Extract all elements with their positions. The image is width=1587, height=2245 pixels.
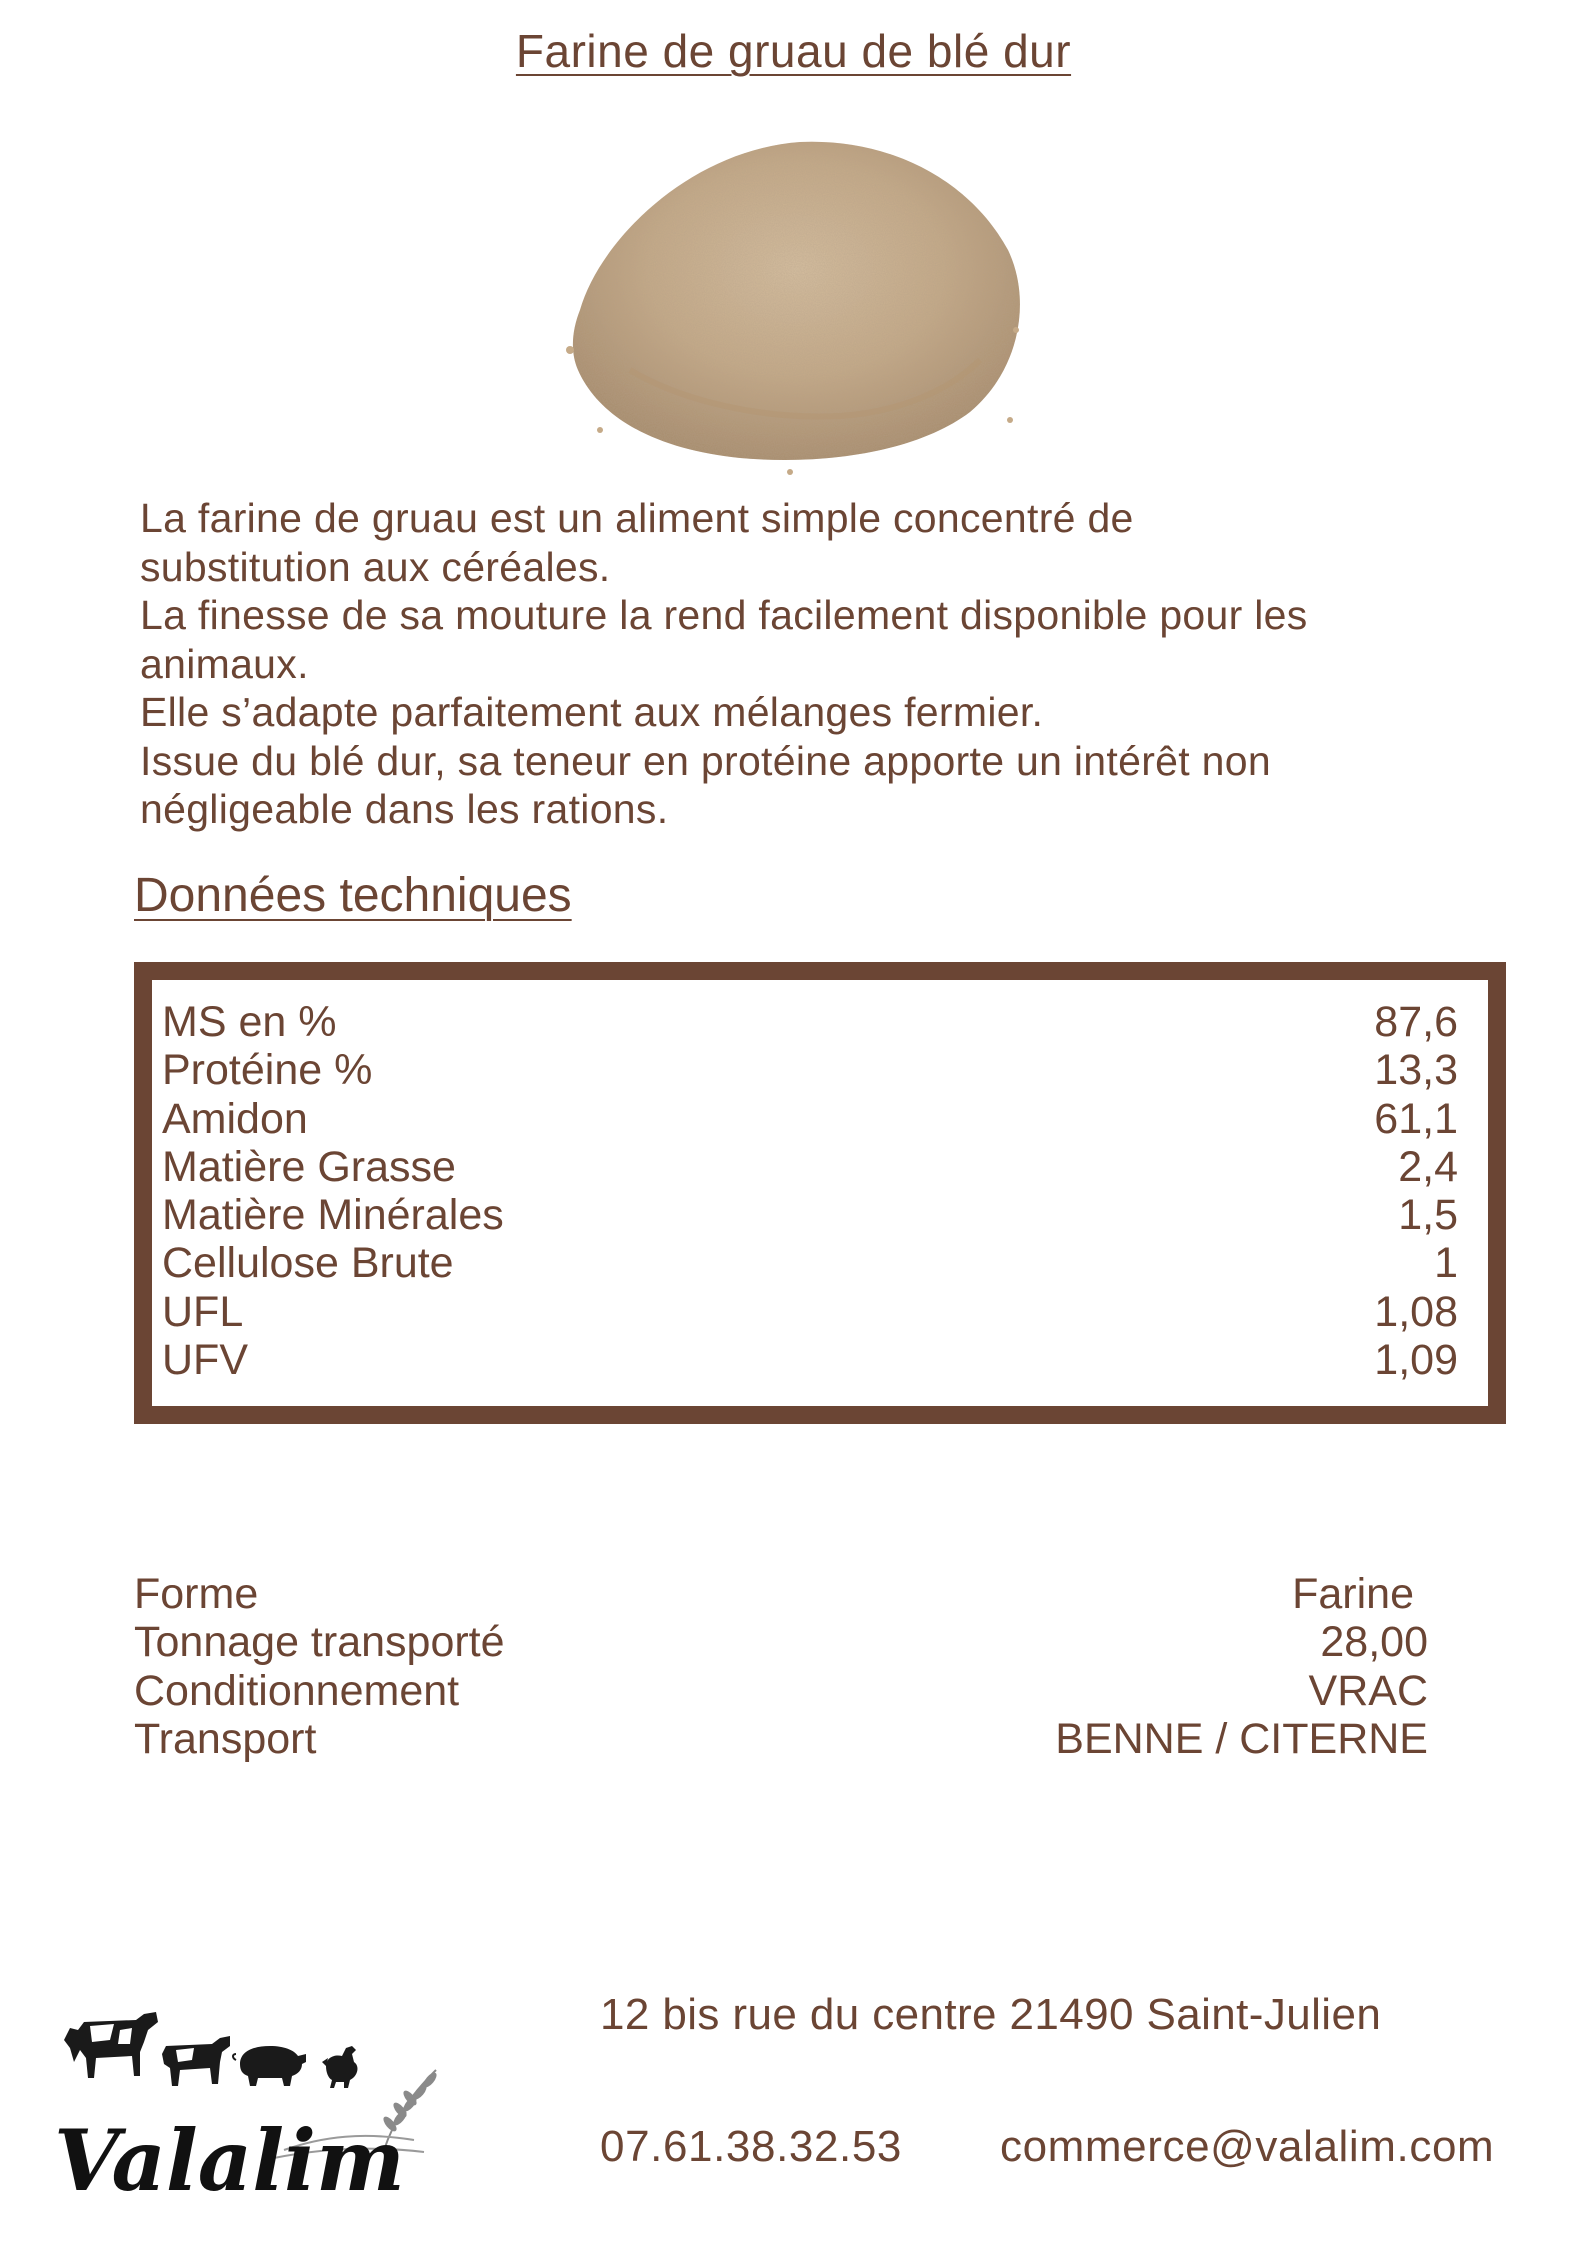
description-line: négligeable dans les rations.: [140, 786, 669, 832]
description-line: animaux.: [140, 640, 309, 687]
tech-row-matiere-minerales: [162, 1191, 1458, 1239]
email-address[interactable]: commerce@valalim.com: [1000, 2122, 1495, 2171]
tech-value: 13,3: [1374, 1046, 1458, 1095]
flour-pile-image: [540, 120, 1040, 480]
description-line: La farine de gruau est un aliment simple concentré de: [140, 495, 1134, 541]
tech-value: 1,08: [1374, 1287, 1458, 1336]
tech-data-table: [162, 998, 1458, 1384]
valalim-logo: [44, 2000, 444, 2210]
phone-number[interactable]: 07.61.38.32.53: [600, 2122, 903, 2171]
tech-value: 61,1: [1374, 1094, 1458, 1143]
description-line: substitution aux céréales.: [140, 543, 611, 590]
tech-label: Amidon: [162, 1094, 308, 1143]
chicken-icon: [322, 2046, 357, 2088]
pig-icon: [233, 2046, 306, 2086]
logistics-row-transport: [134, 1715, 1428, 1763]
logo-text: Valalim: [54, 2111, 405, 2210]
logistics-value: 28,00: [1320, 1618, 1428, 1667]
tech-row-ms: [162, 998, 1458, 1046]
calf-icon: [162, 2036, 230, 2086]
description-line: Elle s’adapte parfaitement aux mélanges fermier.: [140, 689, 1044, 735]
tech-value: 87,6: [1374, 998, 1458, 1046]
logistics-row-forme: [134, 1570, 1428, 1618]
logistics-label: Transport: [134, 1714, 317, 1763]
tech-row-proteine: [162, 1046, 1458, 1094]
address: 12 bis rue du centre 21490 Saint-Julien: [600, 1990, 1382, 2039]
tech-label: Cellulose Brute: [162, 1239, 454, 1288]
logistics-label: Forme: [134, 1570, 259, 1618]
page-title: Farine de gruau de blé dur: [515, 25, 1072, 77]
cow-icon: [64, 2012, 158, 2078]
tech-data-heading: Données techniques: [134, 869, 572, 922]
logistics-label: Tonnage transporté: [134, 1618, 505, 1667]
tech-label: MS en %: [162, 998, 337, 1046]
tech-value: 1,5: [1398, 1191, 1458, 1240]
tech-value: 2,4: [1398, 1142, 1458, 1191]
logistics-value: VRAC: [1308, 1666, 1428, 1715]
tech-row-ufv: [162, 1336, 1458, 1384]
logistics-label: Conditionnement: [134, 1666, 460, 1715]
description-line: La finesse de sa mouture la rend facilement disponible pour les: [140, 592, 1308, 638]
tech-row-ufl: [162, 1288, 1458, 1336]
tech-label: Protéine %: [162, 1046, 373, 1095]
tech-label: Matière Minérales: [162, 1191, 504, 1240]
tech-row-cellulose: [162, 1239, 1458, 1287]
logistics-row-tonnage: [134, 1618, 1428, 1666]
tech-label: UFV: [162, 1336, 248, 1385]
description-line: Issue du blé dur, sa teneur en protéine apporte un intérêt non: [140, 737, 1271, 784]
tech-label: Matière Grasse: [162, 1142, 456, 1191]
logistics-table: [134, 1570, 1428, 1763]
tech-value: 1: [1434, 1239, 1458, 1288]
tech-value: 1,09: [1374, 1336, 1458, 1385]
tech-row-amidon: [162, 1095, 1458, 1143]
product-description: [140, 494, 1480, 834]
tech-label: UFL: [162, 1287, 244, 1336]
tech-row-matiere-grasse: [162, 1143, 1458, 1191]
logistics-value: Farine: [1292, 1570, 1414, 1618]
logistics-row-conditionnement: [134, 1667, 1428, 1715]
logistics-value: BENNE / CITERNE: [1055, 1714, 1428, 1763]
